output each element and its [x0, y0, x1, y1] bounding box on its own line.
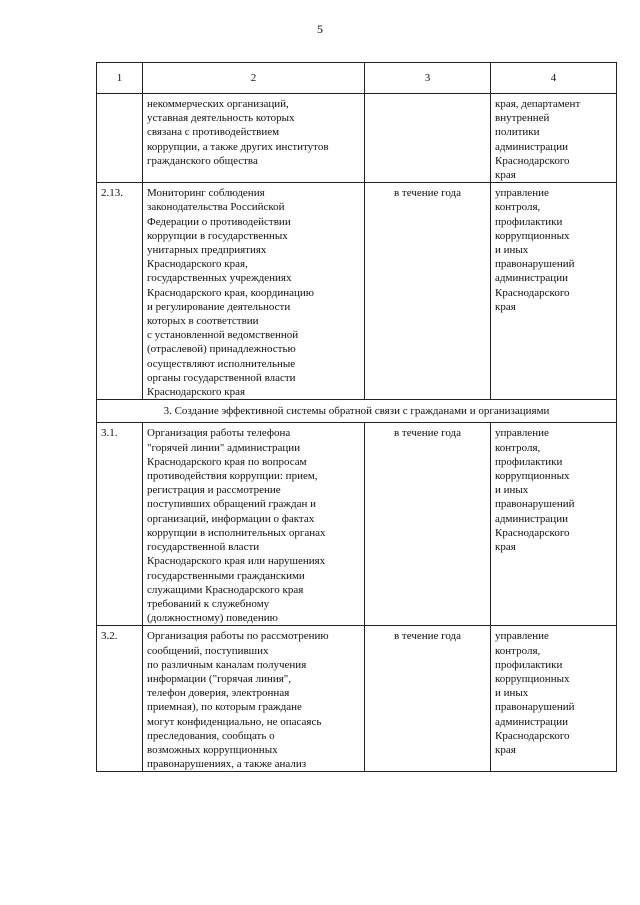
item-number: 3.2. — [97, 626, 143, 772]
description-line: Мониторинг соблюдения — [147, 187, 265, 200]
responsible-line: администрации — [495, 140, 568, 153]
description-line: некоммерческих организаций, — [147, 98, 289, 110]
item-responsible — [491, 423, 617, 626]
description-line: уставная деятельность которых — [147, 112, 295, 125]
description-line: правонарушениях, а также анализ — [147, 758, 307, 771]
responsible-line: администрации — [495, 272, 568, 285]
responsible-line: контроля, — [495, 201, 541, 214]
page-number: 5 — [317, 22, 323, 36]
description-line: Краснодарского края, координацию — [147, 286, 314, 299]
item-number: 2.13. — [97, 183, 143, 400]
description-line: "горячей линии" администрации — [147, 441, 301, 454]
item-description — [143, 183, 365, 400]
description-line: Краснодарского края или нарушениях — [147, 555, 326, 568]
section-row — [97, 400, 617, 423]
description-line: поступивших обращений граждан и — [147, 498, 317, 511]
responsible-line: и иных — [495, 687, 529, 700]
responsible-line: коррупционных — [495, 229, 570, 242]
description-line: коррупции, а также других институтов — [147, 140, 329, 153]
description-line: служащими Краснодарского края — [147, 583, 304, 596]
table-row — [97, 94, 617, 183]
description-line: унитарных предприятиях — [147, 244, 267, 257]
responsible-line: Краснодарского — [495, 526, 570, 539]
table-header-row — [97, 63, 617, 94]
responsible-line: коррупционных — [495, 672, 570, 685]
item-description — [143, 423, 365, 626]
header-cell-4: 4 — [491, 63, 617, 94]
description-line: Краснодарского края, — [147, 258, 248, 271]
description-line: осуществляют исполнительные — [147, 357, 296, 370]
responsible-line: края — [495, 541, 516, 554]
responsible-line: правонарушений — [495, 498, 575, 511]
header-cell-1: 1 — [97, 63, 143, 94]
description-line: Организация работы по рассмотрению — [147, 630, 329, 643]
description-line: Краснодарского края — [147, 386, 246, 399]
responsible-line: правонарушений — [495, 701, 575, 714]
responsible-line: края, департамент — [495, 98, 581, 110]
responsible-line: Краснодарского — [495, 154, 570, 167]
responsible-line: коррупционных — [495, 470, 570, 483]
description-line: связана с противодействием — [147, 126, 280, 139]
description-line: с установленной ведомственной — [147, 329, 299, 342]
description-line: и регулирование деятельности — [147, 300, 291, 313]
plan-table — [96, 62, 617, 772]
item-description — [143, 626, 365, 772]
item-responsible — [491, 183, 617, 400]
responsible-line: профилактики — [495, 658, 563, 671]
description-line: Краснодарского края по вопросам — [147, 455, 307, 468]
header-cell-3: 3 — [365, 63, 491, 94]
item-deadline: в течение года — [365, 423, 491, 626]
responsible-line: контроля, — [495, 441, 541, 454]
description-line: сообщений, поступивших — [147, 644, 269, 657]
responsible-line: политики — [495, 126, 540, 139]
description-line: по различным каналам получения — [147, 658, 307, 671]
description-line: органы государственной власти — [147, 371, 296, 384]
description-line: организаций, информации о фактах — [147, 512, 315, 525]
description-line: гражданского общества — [147, 154, 258, 167]
table-row — [97, 423, 617, 626]
item-number: 3.1. — [97, 423, 143, 626]
description-line: требований к служебному — [147, 597, 270, 610]
table-row — [97, 183, 617, 400]
description-line: государственных учреждениях — [147, 272, 292, 285]
responsible-line: контроля, — [495, 644, 541, 657]
description-line: регистрация и рассмотрение — [147, 484, 281, 497]
responsible-line: края — [495, 169, 516, 182]
header-cell-2: 2 — [143, 63, 365, 94]
description-line: коррупции в государственных — [147, 229, 288, 242]
responsible-line: внутренней — [495, 112, 550, 125]
description-line: приемная), по которым граждане — [147, 701, 302, 714]
responsible-line: управление — [495, 187, 549, 200]
item-deadline: в течение года — [365, 626, 491, 772]
description-line: телефон доверия, электронная — [147, 687, 290, 700]
item-deadline — [365, 94, 491, 183]
table-row — [97, 626, 617, 772]
table-body-top — [97, 94, 617, 400]
responsible-line: управление — [495, 630, 549, 643]
item-responsible — [491, 94, 617, 183]
description-line: (должностному) поведению — [147, 612, 278, 625]
description-line: могут конфиденциально, не опасаясь — [147, 715, 322, 728]
item-number — [97, 94, 143, 183]
responsible-line: администрации — [495, 715, 568, 728]
responsible-line: Краснодарского — [495, 729, 570, 742]
description-line: Организация работы телефона — [147, 427, 291, 440]
section-title: 3. Создание эффективной системы обратной связи с гражданами и организациями — [97, 400, 617, 423]
description-line: законодательства Российской — [147, 201, 285, 214]
description-line: Федерации о противодействии — [147, 215, 291, 228]
description-line: государственными гражданскими — [147, 569, 305, 582]
description-line: государственной власти — [147, 541, 260, 554]
responsible-line: Краснодарского — [495, 286, 570, 299]
responsible-line: края — [495, 743, 516, 756]
description-line: коррупции в исполнительных органах — [147, 526, 326, 539]
description-line: возможных коррупционных — [147, 743, 278, 756]
item-description — [143, 94, 365, 183]
description-line: информации ("горячая линия", — [147, 672, 292, 685]
description-line: противодействия коррупции: прием, — [147, 470, 318, 483]
responsible-line: профилактики — [495, 455, 563, 468]
responsible-line: управление — [495, 427, 549, 440]
item-deadline: в течение года — [365, 183, 491, 400]
responsible-line: и иных — [495, 484, 529, 497]
responsible-line: администрации — [495, 512, 568, 525]
responsible-line: профилактики — [495, 215, 563, 228]
table-body-bottom — [97, 423, 617, 772]
description-line: (отраслевой) принадлежностью — [147, 343, 296, 356]
responsible-line: и иных — [495, 244, 529, 257]
responsible-line: края — [495, 300, 516, 313]
description-line: преследования, сообщать о — [147, 729, 275, 742]
description-line: которых в соответствии — [147, 315, 259, 328]
item-responsible — [491, 626, 617, 772]
responsible-line: правонарушений — [495, 258, 575, 271]
